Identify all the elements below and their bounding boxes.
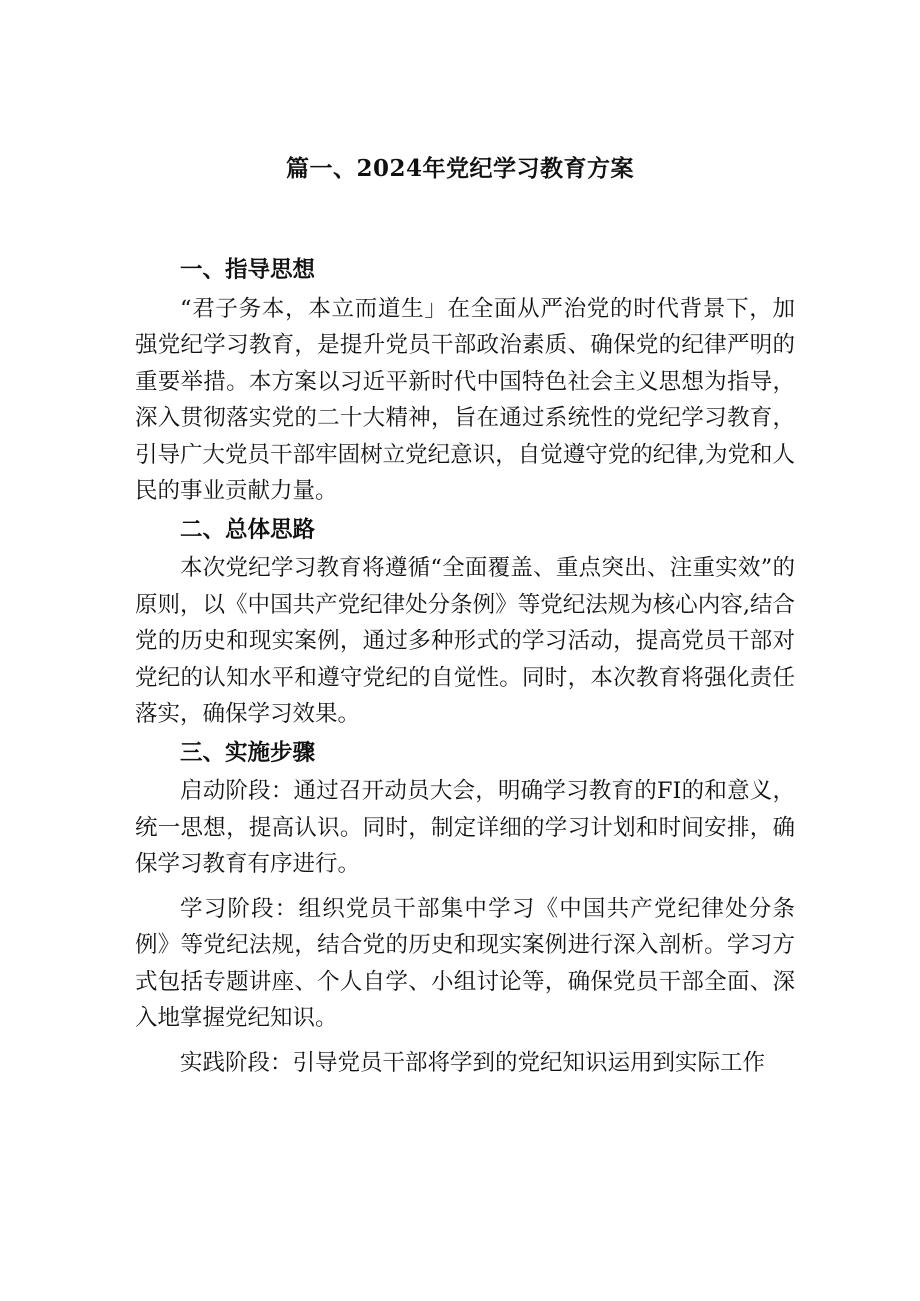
section-heading-overall-approach: 二、总体思路 xyxy=(180,516,316,543)
section-heading-implementation-steps: 三、实施步骤 xyxy=(180,739,316,766)
paragraph-guiding-ideology: “君子务本，本立而道生」在全面从严治党的时代背景下，加强党纪学习教育，是提升党员干部政治素质、确保党的纪律严明的重要举措。本方案以习近平新时代中国特色社会主义思想为指导，深入贯彻落实党的二十大精神，旨在通过系统性的党纪学习教育，引导广大党员干部牢固树立党纪意识，自觉遵守党的纪律,为党和人民的事业贡献力量。 xyxy=(135,295,795,504)
section-heading-guiding-ideology: 一、指导思想 xyxy=(180,257,316,283)
paragraph-overall-approach: 本次党纪学习教育将遵循“全面覆盖、重点突出、注重实效”的原则，以《中国共产党纪律处分条例》等党纪法规为核心内容,结合党的历史和现实案例，通过多种形式的学习活动，提高党员干部对党纪的认知水平和遵守党纪的自觉性。同时，本次教育将强化责任落实，确保学习效果。 xyxy=(135,555,795,727)
paragraph-study-stage: 学习阶段：组织党员干部集中学习《中国共产党纪律处分条例》等党纪法规，结合党的历史和现实案例进行深入剖析。学习方式包括专题讲座、个人自学、小组讨论等，确保党员干部全面、深入地掌握党纪知识。 xyxy=(135,895,795,1031)
paragraph-practice-stage: 实践阶段：引导党员干部将学到的党纪知识运用到实际工作 xyxy=(180,1049,766,1076)
document-title: 篇一、2024年党纪学习教育方案 xyxy=(285,155,634,182)
document-body xyxy=(135,252,795,1081)
paragraph-launch-stage: 启动阶段：通过召开动员大会，明确学习教育的FI的和意义，统一思想，提高认识。同时，制定详细的学习计划和时间安排，确保学习教育有序进行。 xyxy=(135,778,795,877)
